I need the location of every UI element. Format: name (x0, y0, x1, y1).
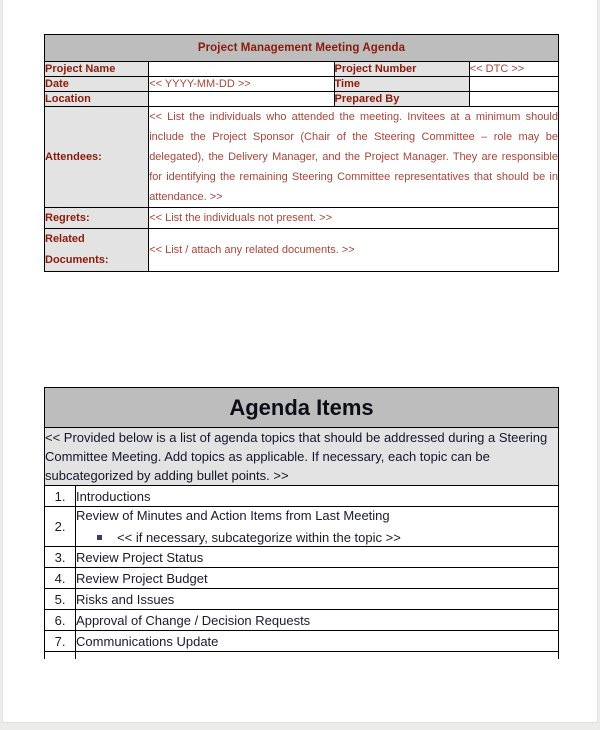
agenda-intro-text: << Provided below is a list of agenda topics that should be addressed during a Steering Committee Meeting. Add topics as applicable. If necessary, each topic can be subcategorized by adding bullet points. >> (45, 428, 559, 486)
value-project-name[interactable] (149, 62, 334, 77)
agenda-heading-row (45, 388, 559, 428)
agenda-item-topic: Review Project Budget (76, 568, 559, 589)
value-project-number[interactable]: << DTC >> (469, 62, 558, 77)
clipped-row (45, 652, 559, 660)
attendees-row (45, 107, 559, 208)
agenda-item-topic: Review Project Status (76, 547, 559, 568)
value-regrets[interactable]: << List the individuals not present. >> (149, 208, 559, 229)
label-location: Location (45, 92, 149, 107)
agenda-item-number: 6. (45, 610, 76, 631)
label-related-documents (45, 229, 149, 272)
agenda-item-topic: Introductions (76, 486, 559, 507)
agenda-item-subline (76, 529, 558, 546)
label-related-documents-line1: Related (45, 233, 85, 245)
value-location[interactable] (149, 92, 334, 107)
agenda-items-heading: Agenda Items (45, 388, 559, 428)
regrets-row (45, 208, 559, 229)
list-item[interactable] (45, 589, 559, 610)
square-bullet-icon (97, 535, 102, 540)
label-related-documents-line2: Documents: (45, 254, 109, 266)
related-documents-row (45, 229, 559, 272)
list-item[interactable] (45, 631, 559, 652)
agenda-items-table (44, 387, 559, 660)
label-prepared-by: Prepared By (334, 92, 469, 107)
agenda-item-number: 2. (45, 507, 76, 547)
value-prepared-by[interactable] (469, 92, 558, 107)
agenda-item-topic: Review of Minutes and Action Items from Last Meeting (76, 508, 390, 523)
document-page (3, 0, 597, 722)
agenda-item-number: 5. (45, 589, 76, 610)
label-date: Date (45, 77, 149, 92)
list-item[interactable] (45, 610, 559, 631)
meeting-info-table (44, 34, 559, 272)
table-row (45, 92, 559, 107)
label-time: Time (334, 77, 469, 92)
clipped-topic-cell (76, 652, 559, 660)
agenda-item-number: 1. (45, 486, 76, 507)
value-date[interactable]: << YYYY-MM-DD >> (149, 77, 334, 92)
value-attendees[interactable]: << List the individuals who attended the meeting. Invitees at a minimum should include the Project Sponsor (Chair of the Steering Committee – role may be delegated), the Delivery Manager, and the Project Manager. They are responsible for identifying the remaining Steering Committee representatives that should be in attendance. >> (149, 107, 559, 208)
list-item[interactable] (45, 507, 559, 547)
value-time[interactable] (469, 77, 558, 92)
table-row (45, 62, 559, 77)
list-item[interactable] (45, 486, 559, 507)
value-related-documents[interactable]: << List / attach any related documents. >> (149, 229, 559, 272)
agenda-item-number: 3. (45, 547, 76, 568)
agenda-item-sub-text: << if necessary, subcategorize within the topic >> (117, 530, 401, 545)
label-regrets: Regrets: (45, 208, 149, 229)
agenda-intro-row (45, 428, 559, 486)
agenda-item-number: 4. (45, 568, 76, 589)
document-title: Project Management Meeting Agenda (45, 35, 559, 62)
label-project-number: Project Number (334, 62, 469, 77)
clipped-number-cell (45, 652, 76, 660)
table-row (45, 77, 559, 92)
label-project-name: Project Name (45, 62, 149, 77)
info-title-row (45, 35, 559, 62)
list-item[interactable] (45, 568, 559, 589)
agenda-item-topic-with-sub (76, 507, 559, 547)
label-attendees: Attendees: (45, 107, 149, 208)
agenda-item-number: 7. (45, 631, 76, 652)
agenda-item-topic: Approval of Change / Decision Requests (76, 610, 559, 631)
agenda-item-topic: Communications Update (76, 631, 559, 652)
agenda-item-topic: Risks and Issues (76, 589, 559, 610)
list-item[interactable] (45, 547, 559, 568)
